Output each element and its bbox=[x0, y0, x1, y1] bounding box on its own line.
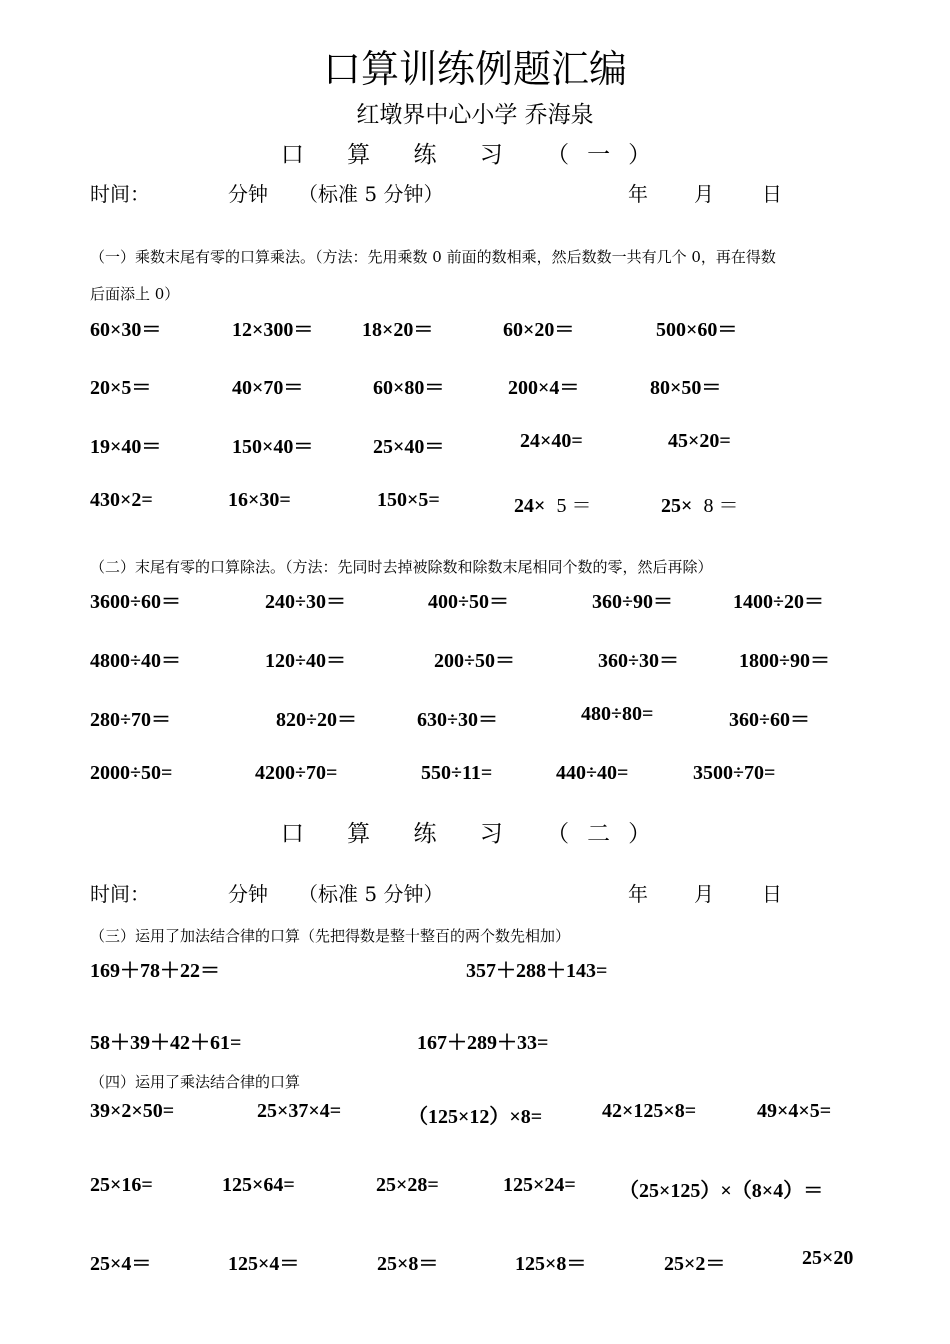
problem: 150×5= bbox=[377, 489, 440, 511]
practice-2-year: 年 bbox=[628, 882, 648, 906]
problem: 360÷90＝ bbox=[592, 591, 673, 613]
problem: 125×24= bbox=[503, 1174, 576, 1196]
problem: 25×2＝ bbox=[664, 1253, 726, 1275]
practice-1-time-label: 时间： bbox=[90, 182, 150, 206]
problem: 169＋78＋22＝ bbox=[90, 960, 220, 982]
problem: 24×40= bbox=[520, 430, 583, 452]
problem: 360÷30＝ bbox=[598, 650, 679, 672]
problem: （25×125）×（8×4）＝ bbox=[619, 1180, 824, 1202]
section-3-note: （三）运用了加法结合律的口算（先把得数是整十整百的两个数先相加） bbox=[90, 927, 571, 945]
section-1-note-line-2: 后面添上 0） bbox=[90, 285, 180, 303]
practice-2-time-label: 时间： bbox=[90, 882, 150, 906]
practice-1-minutes-label: 分钟 bbox=[228, 182, 268, 206]
problem: 240÷30＝ bbox=[265, 591, 346, 613]
problem: 25×8＝ bbox=[377, 1253, 439, 1275]
problem: 200×4＝ bbox=[508, 377, 580, 399]
problem: 25×20 bbox=[802, 1247, 854, 1269]
problem: 25×4＝ bbox=[90, 1253, 152, 1275]
problem: 167＋289＋33= bbox=[417, 1032, 549, 1054]
problem-left: 25× bbox=[661, 495, 693, 517]
problem: 19×40＝ bbox=[90, 436, 162, 458]
problem: 125×4＝ bbox=[228, 1253, 300, 1275]
problem: 280÷70＝ bbox=[90, 709, 171, 731]
problem: 12×300＝ bbox=[232, 319, 314, 341]
practice-1-heading: 口 算 练 习 （一） bbox=[280, 142, 670, 168]
problem: 80×50＝ bbox=[650, 377, 722, 399]
practice-1-month: 月 bbox=[694, 182, 714, 206]
problem: 357＋288＋143= bbox=[466, 960, 608, 982]
problem-right: 5 ＝ bbox=[556, 495, 592, 517]
problem: 200÷50＝ bbox=[434, 650, 515, 672]
problem: 39×2×50= bbox=[90, 1100, 175, 1122]
practice-2-month: 月 bbox=[694, 882, 714, 906]
problem: 2000÷50= bbox=[90, 762, 173, 784]
practice-2-standard-label: （标准 5 分钟） bbox=[298, 882, 444, 906]
problem: 16×30= bbox=[228, 489, 291, 511]
problem: 3500÷70= bbox=[693, 762, 776, 784]
problem: 820÷20＝ bbox=[276, 709, 357, 731]
problem: 42×125×8= bbox=[602, 1100, 697, 1122]
school-and-author: 红墩界中心小学 乔海泉 bbox=[356, 102, 594, 128]
problem: 25×16= bbox=[90, 1174, 153, 1196]
problem: 4200÷70= bbox=[255, 762, 338, 784]
problem: （125×12）×8= bbox=[408, 1106, 543, 1128]
problem: 360÷60＝ bbox=[729, 709, 810, 731]
problem: 25×37×4= bbox=[257, 1100, 342, 1122]
problem: 550÷11= bbox=[421, 762, 493, 784]
problem: 60×80＝ bbox=[373, 377, 445, 399]
problem: 4800÷40＝ bbox=[90, 650, 181, 672]
problem: 18×20＝ bbox=[362, 319, 434, 341]
practice-2-day: 日 bbox=[762, 882, 782, 906]
problem-left: 24× bbox=[514, 495, 546, 517]
practice-2-heading: 口 算 练 习 （二） bbox=[280, 821, 670, 847]
problem: 480÷80= bbox=[581, 703, 654, 725]
problem: 1400÷20＝ bbox=[733, 591, 824, 613]
section-4-note: （四）运用了乘法结合律的口算 bbox=[90, 1073, 301, 1091]
problem: 20×5＝ bbox=[90, 377, 152, 399]
problem: 430×2= bbox=[90, 489, 153, 511]
practice-1-year: 年 bbox=[628, 182, 648, 206]
problem: 60×20＝ bbox=[503, 319, 575, 341]
problem: 60×30＝ bbox=[90, 319, 162, 341]
problem: 125×64= bbox=[222, 1174, 295, 1196]
problem: 440÷40= bbox=[556, 762, 629, 784]
problem: 3600÷60＝ bbox=[90, 591, 181, 613]
section-2-note: （二）末尾有零的口算除法。（方法：先同时去掉被除数和除数末尾相同个数的零，然后再除） bbox=[90, 558, 713, 576]
practice-2-minutes-label: 分钟 bbox=[228, 882, 268, 906]
problem: 40×70＝ bbox=[232, 377, 304, 399]
problem: 25×40＝ bbox=[373, 436, 445, 458]
problem: 58＋39＋42＋61= bbox=[90, 1032, 242, 1054]
problem: 25×28= bbox=[376, 1174, 439, 1196]
problem-right: 8 ＝ bbox=[703, 495, 739, 517]
problem: 120÷40＝ bbox=[265, 650, 346, 672]
practice-1-day: 日 bbox=[762, 182, 782, 206]
problem: 1800÷90＝ bbox=[739, 650, 830, 672]
problem bbox=[661, 489, 739, 518]
problem: 49×4×5= bbox=[757, 1100, 832, 1122]
practice-1-standard-label: （标准 5 分钟） bbox=[298, 182, 444, 206]
problem: 45×20= bbox=[668, 430, 731, 452]
problem bbox=[514, 489, 592, 518]
page-title: 口算训练例题汇编 bbox=[322, 47, 627, 91]
problem: 150×40＝ bbox=[232, 436, 314, 458]
problem: 500×60＝ bbox=[656, 319, 738, 341]
problem: 125×8＝ bbox=[515, 1253, 587, 1275]
problem: 400÷50＝ bbox=[428, 591, 509, 613]
section-1-note-line-1: （一）乘数末尾有零的口算乘法。（方法：先用乘数 0 前面的数相乘，然后数数一共有几个 0，再在得数 bbox=[90, 248, 776, 266]
problem: 630÷30＝ bbox=[417, 709, 498, 731]
